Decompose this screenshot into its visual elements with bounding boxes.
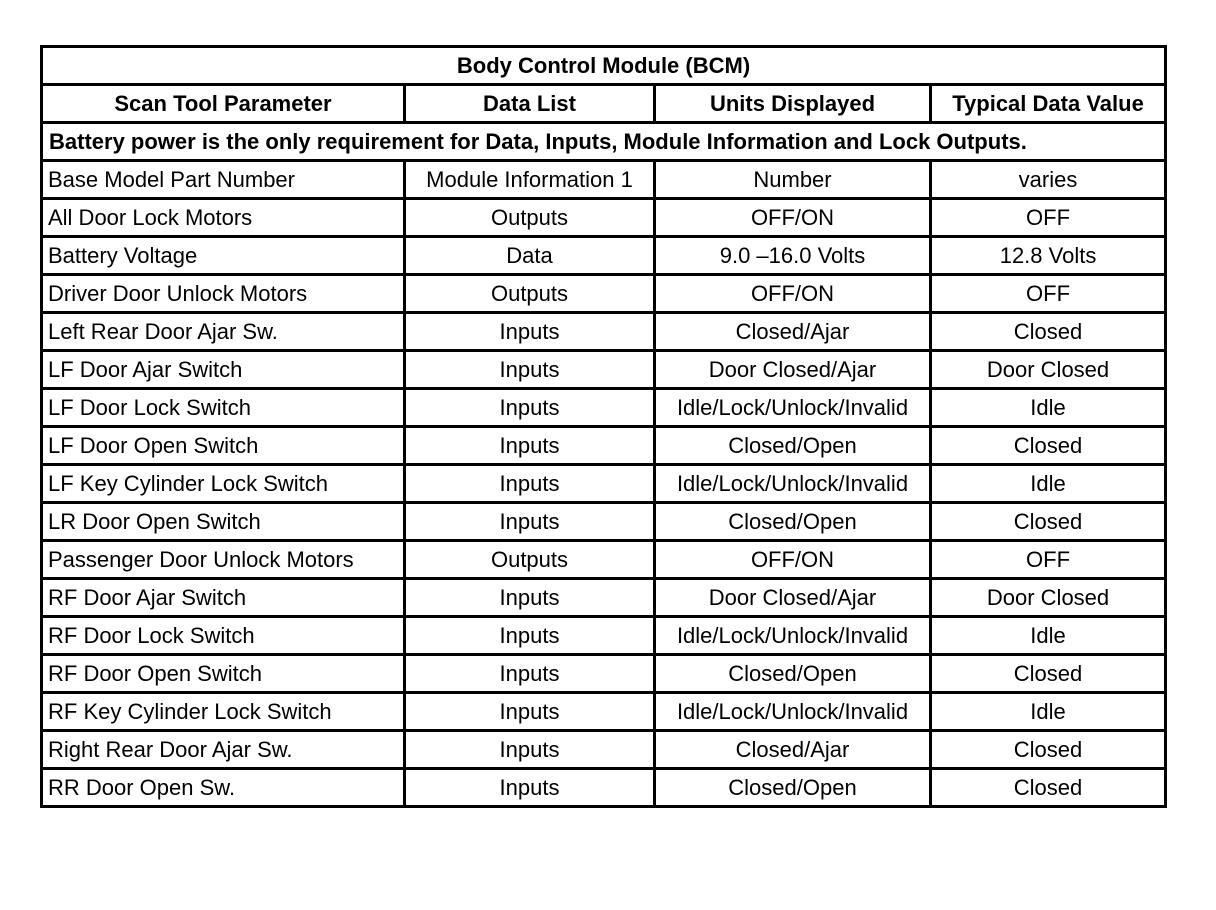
data-list-cell: Inputs: [405, 769, 655, 807]
data-list-cell: Inputs: [405, 693, 655, 731]
table-row: [42, 389, 1166, 427]
units-displayed-cell: OFF/ON: [655, 275, 931, 313]
typical-data-value-cell: Door Closed: [931, 579, 1166, 617]
scan-tool-parameter-cell: RF Door Open Switch: [42, 655, 405, 693]
table-row: [42, 237, 1166, 275]
table-row: [42, 655, 1166, 693]
data-list-cell: Inputs: [405, 427, 655, 465]
data-list-cell: Inputs: [405, 655, 655, 693]
data-list-cell: Inputs: [405, 465, 655, 503]
units-displayed-cell: Closed/Ajar: [655, 731, 931, 769]
scan-tool-parameter-cell: RF Door Lock Switch: [42, 617, 405, 655]
table-row: [42, 465, 1166, 503]
units-displayed-cell: Closed/Open: [655, 655, 931, 693]
units-displayed-cell: Idle/Lock/Unlock/Invalid: [655, 693, 931, 731]
scan-tool-parameter-cell: RR Door Open Sw.: [42, 769, 405, 807]
scan-tool-parameter-cell: RF Key Cylinder Lock Switch: [42, 693, 405, 731]
scan-tool-parameter-cell: Passenger Door Unlock Motors: [42, 541, 405, 579]
scan-tool-parameter-cell: RF Door Ajar Switch: [42, 579, 405, 617]
table-row: [42, 693, 1166, 731]
note-row: [42, 123, 1166, 161]
units-displayed-cell: OFF/ON: [655, 199, 931, 237]
units-displayed-cell: Closed/Open: [655, 769, 931, 807]
data-list-cell: Outputs: [405, 199, 655, 237]
table-title: Body Control Module (BCM): [42, 47, 1166, 85]
table-row: [42, 313, 1166, 351]
data-list-cell: Inputs: [405, 389, 655, 427]
scan-tool-parameter-cell: All Door Lock Motors: [42, 199, 405, 237]
table-row: [42, 579, 1166, 617]
data-list-cell: Inputs: [405, 503, 655, 541]
units-displayed-cell: Number: [655, 161, 931, 199]
typical-data-value-cell: Closed: [931, 731, 1166, 769]
scan-tool-parameter-cell: LF Door Open Switch: [42, 427, 405, 465]
typical-data-value-cell: Idle: [931, 389, 1166, 427]
header-units-displayed: Units Displayed: [655, 85, 931, 123]
data-list-cell: Module Information 1: [405, 161, 655, 199]
requirement-note: Battery power is the only requirement for Data, Inputs, Module Information and Lock Outputs.: [42, 123, 1166, 161]
units-displayed-cell: 9.0 –16.0 Volts: [655, 237, 931, 275]
table-row: [42, 161, 1166, 199]
typical-data-value-cell: Idle: [931, 617, 1166, 655]
scan-tool-parameter-cell: LF Door Lock Switch: [42, 389, 405, 427]
bcm-parameter-table: [40, 45, 1167, 808]
scan-tool-parameter-cell: Battery Voltage: [42, 237, 405, 275]
scan-tool-parameter-cell: LR Door Open Switch: [42, 503, 405, 541]
typical-data-value-cell: 12.8 Volts: [931, 237, 1166, 275]
header-row: [42, 85, 1166, 123]
header-scan-tool-parameter: Scan Tool Parameter: [42, 85, 405, 123]
data-list-cell: Inputs: [405, 617, 655, 655]
typical-data-value-cell: Closed: [931, 503, 1166, 541]
table-row: [42, 351, 1166, 389]
typical-data-value-cell: OFF: [931, 275, 1166, 313]
data-list-cell: Inputs: [405, 731, 655, 769]
data-list-cell: Data: [405, 237, 655, 275]
table-row: [42, 427, 1166, 465]
data-list-cell: Outputs: [405, 275, 655, 313]
table-row: [42, 617, 1166, 655]
typical-data-value-cell: Closed: [931, 313, 1166, 351]
header-typical-data-value: Typical Data Value: [931, 85, 1166, 123]
units-displayed-cell: OFF/ON: [655, 541, 931, 579]
typical-data-value-cell: varies: [931, 161, 1166, 199]
table-row: [42, 731, 1166, 769]
data-list-cell: Outputs: [405, 541, 655, 579]
units-displayed-cell: Closed/Open: [655, 427, 931, 465]
table-row: [42, 199, 1166, 237]
header-data-list: Data List: [405, 85, 655, 123]
typical-data-value-cell: Closed: [931, 427, 1166, 465]
table-row: [42, 275, 1166, 313]
scan-tool-parameter-cell: LF Door Ajar Switch: [42, 351, 405, 389]
data-list-cell: Inputs: [405, 313, 655, 351]
typical-data-value-cell: OFF: [931, 199, 1166, 237]
units-displayed-cell: Closed/Open: [655, 503, 931, 541]
typical-data-value-cell: Idle: [931, 693, 1166, 731]
units-displayed-cell: Closed/Ajar: [655, 313, 931, 351]
scan-tool-parameter-cell: Left Rear Door Ajar Sw.: [42, 313, 405, 351]
scan-tool-parameter-cell: Right Rear Door Ajar Sw.: [42, 731, 405, 769]
typical-data-value-cell: Closed: [931, 769, 1166, 807]
units-displayed-cell: Door Closed/Ajar: [655, 351, 931, 389]
table-row: [42, 503, 1166, 541]
scan-tool-parameter-cell: Base Model Part Number: [42, 161, 405, 199]
scan-tool-parameter-cell: LF Key Cylinder Lock Switch: [42, 465, 405, 503]
typical-data-value-cell: Closed: [931, 655, 1166, 693]
typical-data-value-cell: Door Closed: [931, 351, 1166, 389]
table-body: [42, 161, 1166, 807]
data-list-cell: Inputs: [405, 579, 655, 617]
typical-data-value-cell: Idle: [931, 465, 1166, 503]
units-displayed-cell: Idle/Lock/Unlock/Invalid: [655, 389, 931, 427]
table-row: [42, 769, 1166, 807]
typical-data-value-cell: OFF: [931, 541, 1166, 579]
units-displayed-cell: Idle/Lock/Unlock/Invalid: [655, 465, 931, 503]
units-displayed-cell: Idle/Lock/Unlock/Invalid: [655, 617, 931, 655]
units-displayed-cell: Door Closed/Ajar: [655, 579, 931, 617]
title-row: [42, 47, 1166, 85]
data-list-cell: Inputs: [405, 351, 655, 389]
scan-tool-parameter-cell: Driver Door Unlock Motors: [42, 275, 405, 313]
table-row: [42, 541, 1166, 579]
